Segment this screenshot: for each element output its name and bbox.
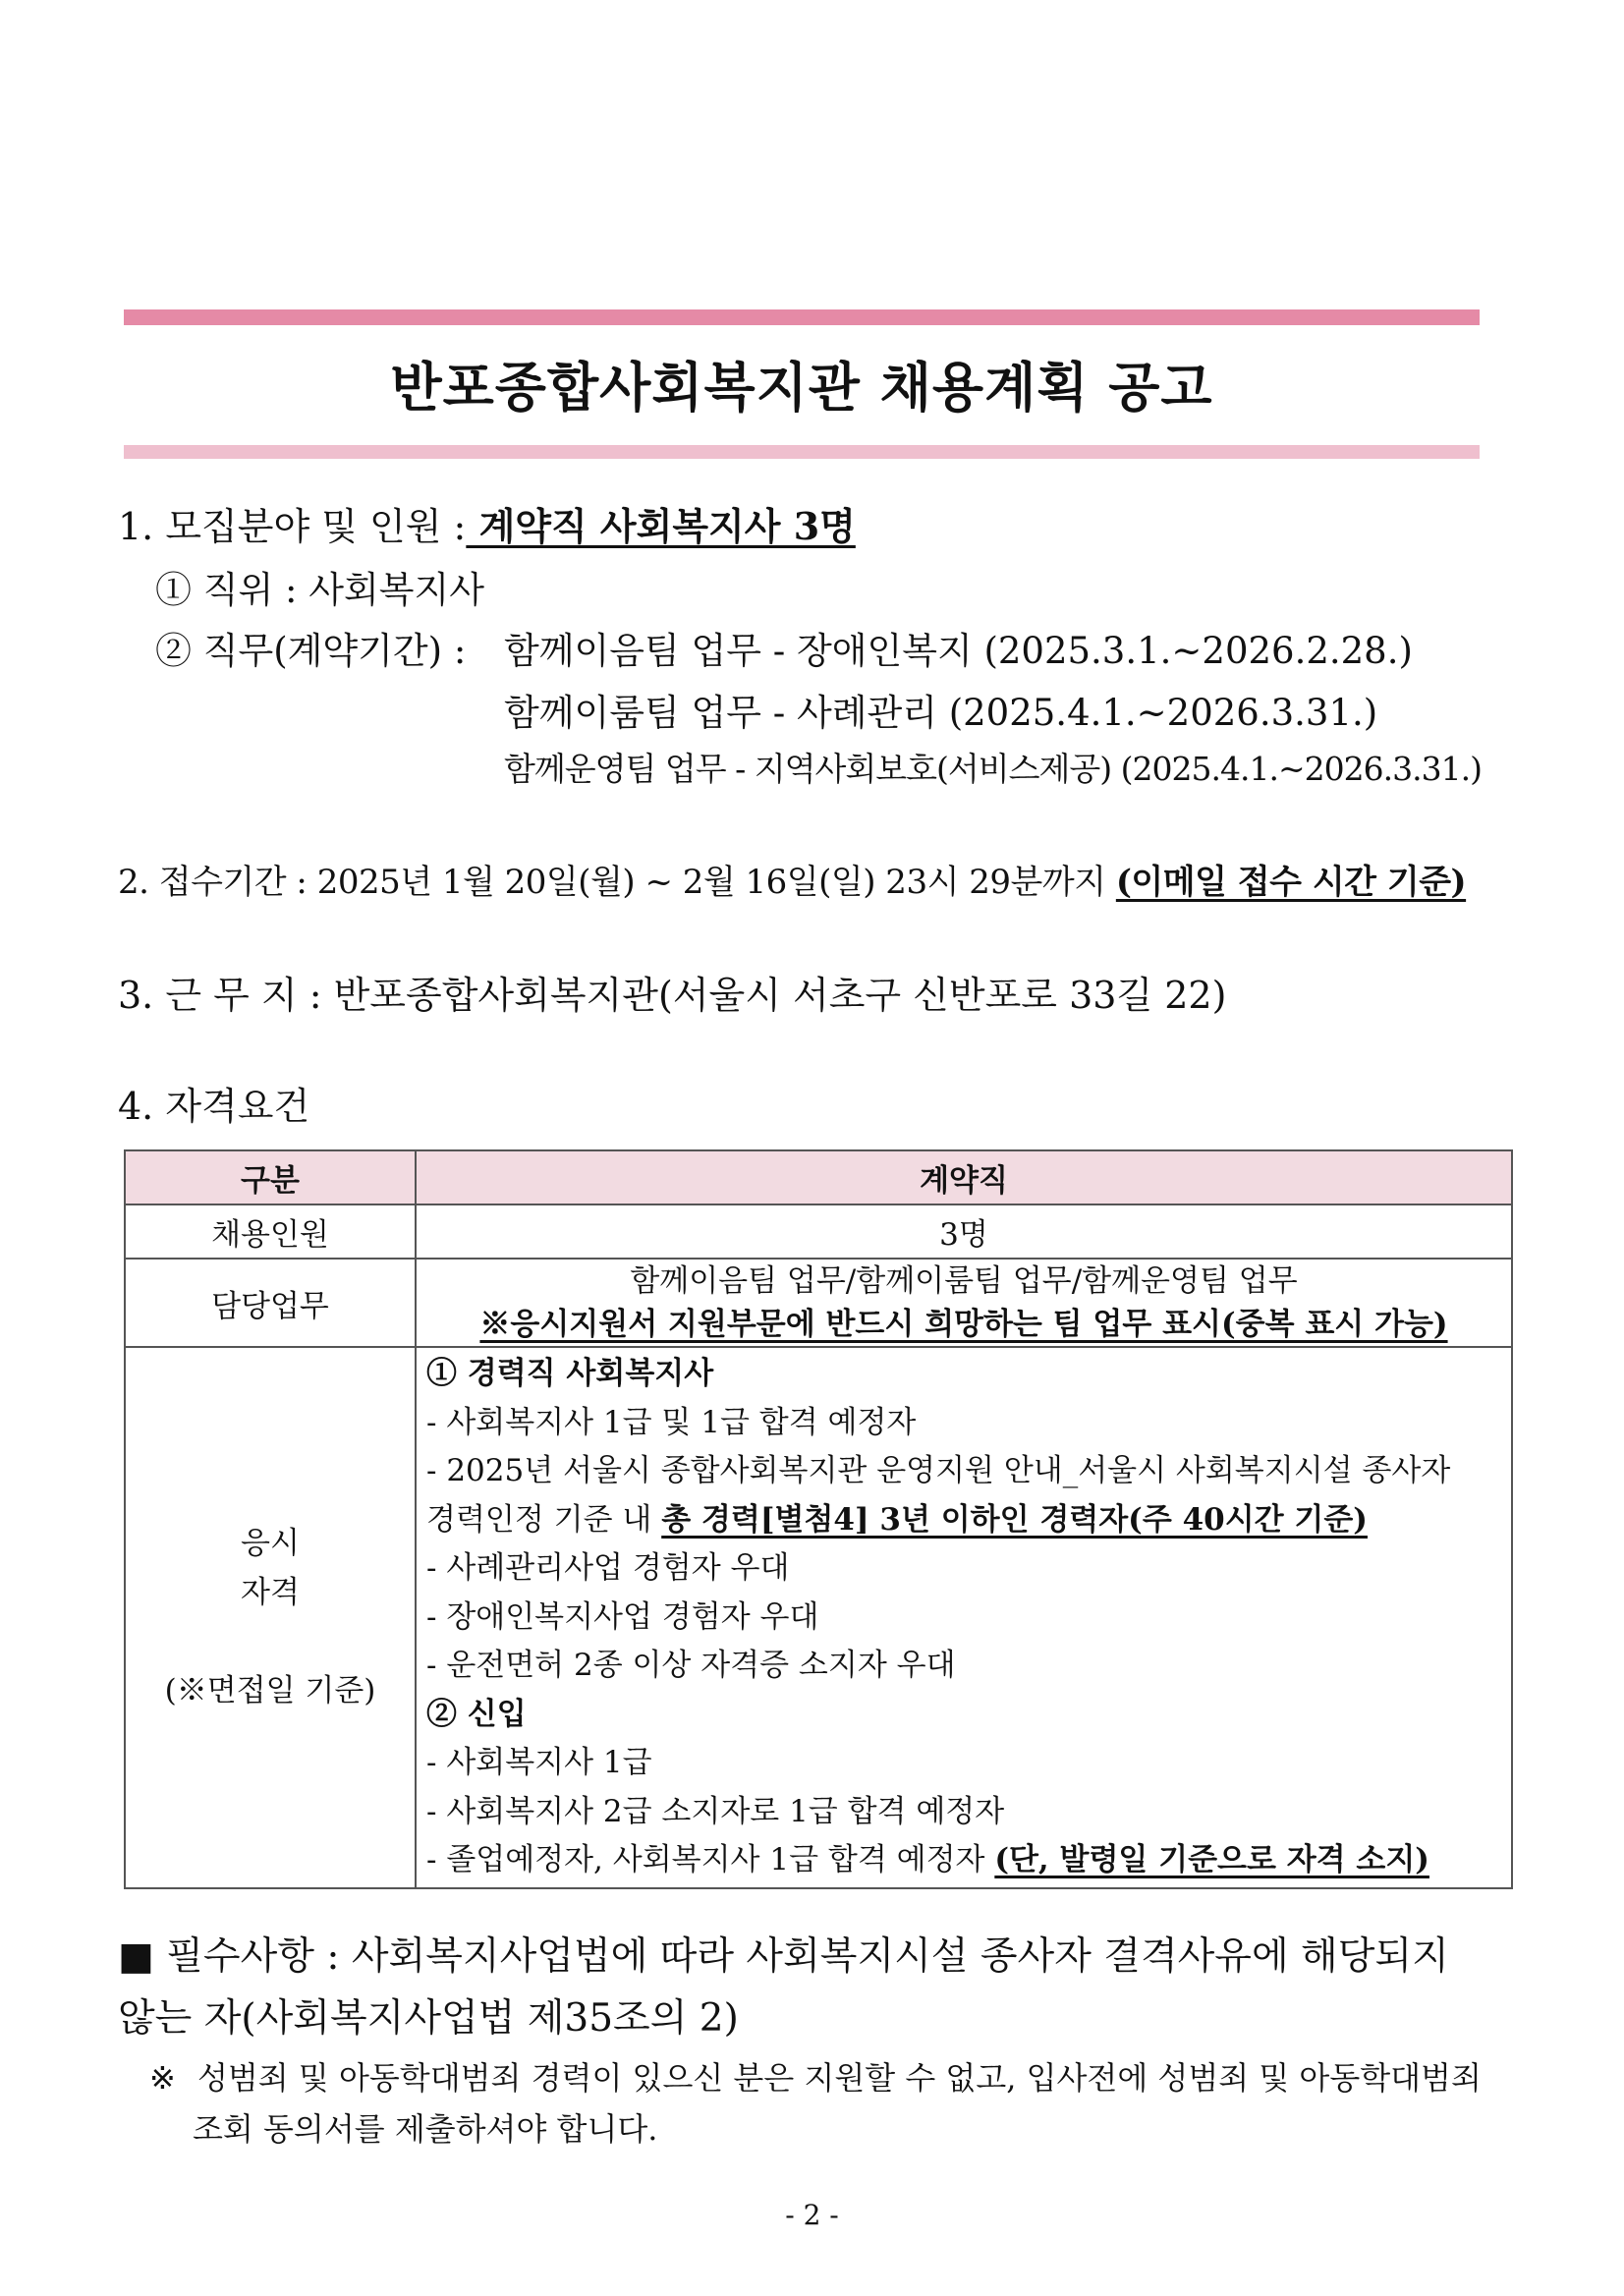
new-item-3-prefix: - 졸업예정자, 사회복지사 1급 합격 예정자	[426, 1842, 995, 1877]
title-bottom-bar	[124, 445, 1480, 459]
required-line-1	[118, 1926, 1449, 1981]
section2-text: 2. 접수기간 : 2025년 1월 20일(월) ~ 2월 16일(일) 23시 29분까지	[118, 863, 1116, 902]
required-line-1-text: 필수사항 : 사회복지사업법에 따라 사회복지시설 종사자 결격사유에 해당되지	[153, 1934, 1449, 1979]
hire-label: 채용인원	[125, 1204, 416, 1259]
qual-label-3: (※면접일 기준)	[164, 1673, 376, 1709]
duty-line-1: 함께이음팀 업무/함께이룸팀 업무/함께운영팀 업무	[630, 1263, 1298, 1299]
experienced-item-3-emphasis: 총 경력[별첨4] 3년 이하인 경력자(주 40시간 기준)	[661, 1501, 1368, 1538]
new-heading: ② 신입	[426, 1696, 527, 1732]
section1-heading	[118, 496, 856, 550]
experienced-item-4: - 사례관리사업 경험자 우대	[426, 1550, 790, 1586]
note-line-1-text: 성범죄 및 아동학대범죄 경력이 있으신 분은 지원할 수 없고, 입사전에 성범죄 및 아동학대범죄	[196, 2059, 1482, 2097]
experienced-heading: ① 경력직 사회복지사	[426, 1356, 714, 1391]
note-mark: ※	[149, 2059, 176, 2097]
new-item-2: - 사회복지사 2급 소지자로 1급 합격 예정자	[426, 1793, 1005, 1829]
duty-line-2: ※응시지원서 지원부문에 반드시 희망하는 팀 업무 표시(중복 표시 가능)	[479, 1307, 1448, 1342]
duty-cell	[416, 1259, 1512, 1347]
new-item-1: - 사회복지사 1급	[426, 1745, 652, 1780]
required-square-icon: ■	[118, 1934, 154, 1979]
qual-label-2: 자격	[241, 1575, 300, 1611]
section1-duty-1: 함께이음팀 업무 - 장애인복지 (2025.3.1.~2026.2.28.)	[504, 630, 1413, 672]
page-number: - 2 -	[785, 2199, 839, 2231]
table-header-row	[125, 1150, 1512, 1204]
section3: 3. 근 무 지 : 반포종합사회복지관(서울시 서초구 신반포로 33길 22)	[118, 974, 1227, 1017]
experienced-item-1: - 사회복지사 1급 및 1급 합격 예정자	[426, 1404, 917, 1440]
required-note-line-1	[149, 2053, 1482, 2099]
section1-value: 계약직 사회복지사 3명	[466, 504, 856, 548]
required-line-2: 않는 자(사회복지사업법 제35조의 2)	[118, 1996, 739, 2041]
qualification-table	[124, 1149, 1513, 1889]
new-item-3	[426, 1836, 1501, 1885]
duty-label: 담당업무	[125, 1259, 416, 1347]
qual-label-1: 응시	[241, 1526, 300, 1562]
section1-label: 1. 모집분야 및 인원 :	[118, 505, 467, 548]
qualification-label-cell	[125, 1347, 416, 1888]
section2-emphasis: (이메일 접수 시간 기준)	[1115, 863, 1467, 902]
section2	[118, 855, 1466, 903]
experienced-item-2: - 2025년 서울시 종합사회복지관 운영지원 안내_서울시 사회복지시설 종사자	[426, 1453, 1451, 1488]
section1-duty-3: 함께운영팀 업무 - 지역사회보호(서비스제공) (2025.4.1.~2026.3.31.)	[504, 750, 1482, 788]
section4-heading: 4. 자격요건	[118, 1085, 310, 1128]
experienced-item-3	[426, 1496, 1501, 1545]
page-title: 반포종합사회복지관 채용계획 공고	[390, 357, 1213, 419]
section1-duty-label: ② 직무(계약기간) :	[155, 630, 467, 672]
experienced-item-3-prefix: 경력인정 기준 내	[426, 1501, 662, 1538]
table-row-hire	[125, 1204, 1512, 1259]
hire-value: 3명	[416, 1204, 1512, 1259]
title-top-bar	[124, 309, 1480, 325]
qualification-detail-cell	[416, 1347, 1512, 1888]
experienced-item-5: - 장애인복지사업 경험자 우대	[426, 1598, 819, 1635]
new-item-3-emphasis: (단, 발령일 기준으로 자격 소지)	[994, 1842, 1429, 1877]
section1-position: ① 직위 : 사회복지사	[155, 569, 484, 611]
experienced-item-6: - 운전면허 2종 이상 자격증 소지자 우대	[426, 1648, 956, 1683]
required-note-line-2: 조회 동의서를 제출하셔야 합니다.	[193, 2110, 658, 2148]
table-header-category: 구분	[125, 1150, 416, 1204]
table-header-contract: 계약직	[416, 1150, 1512, 1204]
table-row-qualification	[125, 1347, 1512, 1888]
table-row-duty	[125, 1259, 1512, 1347]
section1-duty-2: 함께이룸팀 업무 - 사례관리 (2025.4.1.~2026.3.31.)	[504, 692, 1378, 734]
